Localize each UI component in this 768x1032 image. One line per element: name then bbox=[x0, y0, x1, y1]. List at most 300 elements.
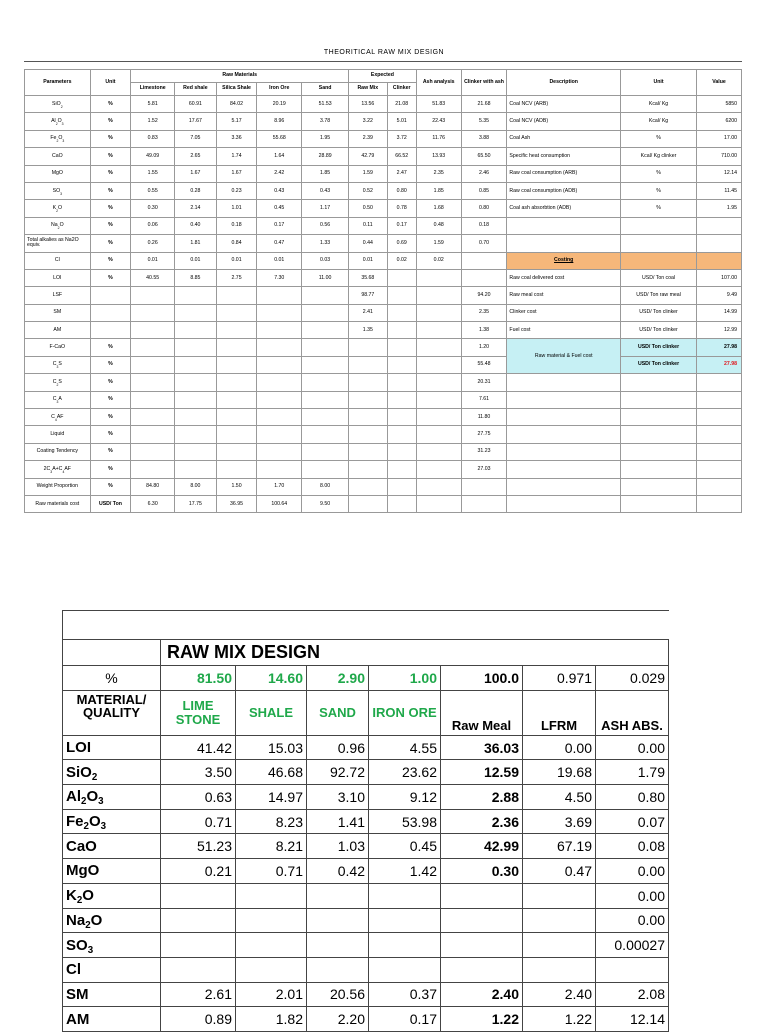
value-cell bbox=[441, 933, 523, 958]
value-cell bbox=[387, 304, 416, 321]
value-cell bbox=[349, 461, 388, 478]
value-cell: 0.84 bbox=[216, 235, 257, 252]
value-cell bbox=[302, 461, 349, 478]
description-cell: Raw material & Fuel cost bbox=[507, 339, 621, 374]
value-cell bbox=[216, 409, 257, 426]
header-limestone: Limestone bbox=[131, 83, 175, 96]
description-cell: Fuel cost bbox=[507, 322, 621, 339]
value-cell: 1.82 bbox=[236, 1007, 307, 1032]
value-cell: 92.72 bbox=[307, 760, 369, 785]
value-cell: 0.18 bbox=[461, 217, 507, 234]
value-cell: 8.00 bbox=[302, 478, 349, 495]
value-cell: 1.42 bbox=[369, 859, 441, 884]
value-cell: 65.50 bbox=[461, 148, 507, 165]
value-cell: 12.59 bbox=[441, 760, 523, 785]
value-cell: 0.50 bbox=[349, 200, 388, 217]
value-cell: 2.40 bbox=[441, 982, 523, 1007]
description-value bbox=[697, 426, 742, 443]
table-row bbox=[63, 760, 669, 785]
theoretical-table-container bbox=[24, 69, 742, 513]
value-cell bbox=[307, 908, 369, 933]
table-row bbox=[25, 217, 742, 234]
value-cell: 22.43 bbox=[416, 113, 461, 130]
description-value bbox=[697, 409, 742, 426]
value-cell: 3.10 bbox=[307, 785, 369, 810]
value-cell bbox=[216, 374, 257, 391]
value-cell: 51.23 bbox=[161, 834, 236, 859]
parameter-cell: Cl bbox=[25, 252, 91, 269]
value-cell: 27.75 bbox=[461, 426, 507, 443]
value-cell bbox=[257, 461, 302, 478]
unit-cell: % bbox=[90, 182, 131, 199]
parameter-cell: Liquid bbox=[25, 426, 91, 443]
parameter-cell: Cl bbox=[63, 957, 161, 982]
header-parameters: Parameters bbox=[25, 70, 91, 96]
header-clinker: Clinker bbox=[387, 83, 416, 96]
percent-label: % bbox=[63, 666, 161, 691]
value-cell: 2.35 bbox=[461, 304, 507, 321]
value-cell: 3.36 bbox=[216, 130, 257, 147]
value-cell bbox=[387, 339, 416, 356]
value-cell: 100.64 bbox=[257, 495, 302, 512]
description-value: 5850 bbox=[697, 96, 742, 113]
value-cell: 2.42 bbox=[257, 165, 302, 182]
value-cell bbox=[349, 426, 388, 443]
unit-cell: % bbox=[90, 426, 131, 443]
table-row bbox=[25, 165, 742, 182]
value-cell bbox=[216, 391, 257, 408]
description-cell bbox=[507, 374, 621, 391]
value-cell bbox=[416, 409, 461, 426]
table-row bbox=[25, 130, 742, 147]
header-clinker-with-ash: Clinker with ash bbox=[461, 70, 507, 96]
value-cell: 49.09 bbox=[131, 148, 175, 165]
value-cell: 0.26 bbox=[131, 235, 175, 252]
value-cell: 2.40 bbox=[523, 982, 596, 1007]
value-cell: 2.88 bbox=[441, 785, 523, 810]
value-cell bbox=[441, 883, 523, 908]
value-cell: 0.43 bbox=[257, 182, 302, 199]
description-value: 11.45 bbox=[697, 182, 742, 199]
value-cell bbox=[161, 908, 236, 933]
description-value: 1.95 bbox=[697, 200, 742, 217]
value-cell bbox=[216, 443, 257, 460]
value-cell bbox=[387, 391, 416, 408]
value-cell: 0.00027 bbox=[596, 933, 669, 958]
header-red-shale: Red shale bbox=[175, 83, 217, 96]
value-cell bbox=[416, 443, 461, 460]
value-cell bbox=[257, 409, 302, 426]
unit-cell: % bbox=[90, 374, 131, 391]
parameter-cell: F-CaO bbox=[25, 339, 91, 356]
table-row bbox=[25, 391, 742, 408]
value-cell: 1.35 bbox=[349, 322, 388, 339]
table-row bbox=[25, 148, 742, 165]
description-unit: USD/ Ton clinker bbox=[621, 322, 697, 339]
description-unit: USD/ Ton raw meal bbox=[621, 287, 697, 304]
value-cell: 27.03 bbox=[461, 461, 507, 478]
description-value: 27.98 bbox=[697, 356, 742, 373]
description-value bbox=[697, 443, 742, 460]
parameter-cell: $2C_3A+C_4AF$ bbox=[25, 461, 91, 478]
value-cell bbox=[596, 957, 669, 982]
description-unit: USD/ Ton clinker bbox=[621, 304, 697, 321]
value-cell bbox=[175, 322, 217, 339]
description-cell bbox=[507, 235, 621, 252]
table-row bbox=[25, 356, 742, 373]
value-cell: 0.45 bbox=[257, 200, 302, 217]
value-cell bbox=[349, 478, 388, 495]
value-cell bbox=[387, 495, 416, 512]
value-cell: 36.03 bbox=[441, 735, 523, 760]
value-cell: 0.01 bbox=[175, 252, 217, 269]
table-row bbox=[25, 409, 742, 426]
value-cell: 60.91 bbox=[175, 96, 217, 113]
table-row bbox=[63, 785, 669, 810]
table-row bbox=[25, 96, 742, 113]
value-cell bbox=[441, 908, 523, 933]
value-cell bbox=[175, 339, 217, 356]
value-cell bbox=[236, 933, 307, 958]
value-cell bbox=[257, 339, 302, 356]
description-cell bbox=[507, 461, 621, 478]
value-cell bbox=[131, 356, 175, 373]
value-cell bbox=[349, 339, 388, 356]
value-cell: 0.08 bbox=[596, 834, 669, 859]
value-cell: 0.30 bbox=[131, 200, 175, 217]
value-cell bbox=[307, 957, 369, 982]
value-cell: 55.48 bbox=[461, 356, 507, 373]
value-cell bbox=[416, 269, 461, 286]
table-row bbox=[25, 495, 742, 512]
unit-cell bbox=[90, 304, 131, 321]
value-cell: 7.61 bbox=[461, 391, 507, 408]
value-cell: 0.17 bbox=[387, 217, 416, 234]
costing-value bbox=[697, 252, 742, 269]
description-cell bbox=[507, 426, 621, 443]
value-cell bbox=[387, 322, 416, 339]
value-cell bbox=[523, 883, 596, 908]
value-cell: 12.14 bbox=[596, 1007, 669, 1032]
description-value: 14.99 bbox=[697, 304, 742, 321]
value-cell bbox=[302, 443, 349, 460]
parameter-cell: $K_2O$ bbox=[25, 200, 91, 217]
value-cell: 0.71 bbox=[161, 809, 236, 834]
table-row bbox=[25, 235, 742, 252]
value-cell bbox=[416, 374, 461, 391]
value-cell bbox=[461, 495, 507, 512]
header-iron-ore: Iron Ore bbox=[257, 83, 302, 96]
value-cell bbox=[161, 883, 236, 908]
value-cell: 2.75 bbox=[216, 269, 257, 286]
table-row bbox=[25, 304, 742, 321]
percent-value: 1.00 bbox=[369, 666, 441, 691]
value-cell bbox=[387, 269, 416, 286]
value-cell: 0.18 bbox=[216, 217, 257, 234]
table-row bbox=[25, 461, 742, 478]
table-row bbox=[63, 933, 669, 958]
value-cell: 42.99 bbox=[441, 834, 523, 859]
value-cell bbox=[236, 908, 307, 933]
value-cell bbox=[175, 409, 217, 426]
value-cell: 4.55 bbox=[369, 735, 441, 760]
value-cell: 7.05 bbox=[175, 130, 217, 147]
value-cell bbox=[349, 443, 388, 460]
value-cell: 84.80 bbox=[131, 478, 175, 495]
value-cell: 3.22 bbox=[349, 113, 388, 130]
table-row bbox=[25, 113, 742, 130]
description-unit: % bbox=[621, 165, 697, 182]
unit-cell: % bbox=[90, 391, 131, 408]
value-cell: 23.62 bbox=[369, 760, 441, 785]
description-cell bbox=[507, 409, 621, 426]
parameter-cell: CaO bbox=[25, 148, 91, 165]
value-cell: 0.40 bbox=[175, 217, 217, 234]
value-cell bbox=[131, 409, 175, 426]
parameter-cell: MgO bbox=[25, 165, 91, 182]
value-cell: 2.47 bbox=[387, 165, 416, 182]
description-unit bbox=[621, 409, 697, 426]
value-cell: 11.80 bbox=[461, 409, 507, 426]
value-cell: 1.59 bbox=[416, 235, 461, 252]
value-cell bbox=[236, 957, 307, 982]
value-cell bbox=[369, 883, 441, 908]
parameter-cell: Weight Proportion bbox=[25, 478, 91, 495]
value-cell: 3.88 bbox=[461, 130, 507, 147]
description-unit: USD/ Ton coal bbox=[621, 269, 697, 286]
value-cell: 3.78 bbox=[302, 113, 349, 130]
value-cell: 35.68 bbox=[349, 269, 388, 286]
parameter-cell: $SO_3$ bbox=[25, 182, 91, 199]
parameter-cell: $C_3S$ bbox=[25, 356, 91, 373]
description-unit bbox=[621, 217, 697, 234]
header-raw-mix: Raw Mix bbox=[349, 83, 388, 96]
value-cell bbox=[461, 252, 507, 269]
value-cell: 1.55 bbox=[131, 165, 175, 182]
header-expected: Expected bbox=[349, 70, 417, 83]
value-cell: 0.17 bbox=[369, 1007, 441, 1032]
value-cell: 19.68 bbox=[523, 760, 596, 785]
header-value: Value bbox=[697, 70, 742, 96]
unit-cell: % bbox=[90, 113, 131, 130]
value-cell bbox=[131, 374, 175, 391]
value-cell: 1.33 bbox=[302, 235, 349, 252]
value-cell: 1.68 bbox=[416, 200, 461, 217]
description-cell bbox=[507, 443, 621, 460]
value-cell bbox=[302, 391, 349, 408]
parameter-cell: $C_2S$ bbox=[25, 374, 91, 391]
value-cell: 2.14 bbox=[175, 200, 217, 217]
unit-cell: % bbox=[90, 130, 131, 147]
description-unit: % bbox=[621, 200, 697, 217]
table-row bbox=[25, 374, 742, 391]
parameter-cell: $Fe_2O_3$ bbox=[63, 809, 161, 834]
value-cell: 0.00 bbox=[596, 735, 669, 760]
value-cell bbox=[349, 409, 388, 426]
value-cell: 8.00 bbox=[175, 478, 217, 495]
unit-cell: % bbox=[90, 165, 131, 182]
value-cell: 1.67 bbox=[216, 165, 257, 182]
description-unit bbox=[621, 374, 697, 391]
value-cell: 0.42 bbox=[307, 859, 369, 884]
description-cell: Coal Ash bbox=[507, 130, 621, 147]
value-cell: 17.75 bbox=[175, 495, 217, 512]
value-cell bbox=[257, 304, 302, 321]
header-silica-shale: Silica Shale bbox=[216, 83, 257, 96]
value-cell: 0.21 bbox=[161, 859, 236, 884]
value-cell: 8.85 bbox=[175, 269, 217, 286]
unit-cell: % bbox=[90, 200, 131, 217]
value-cell: 1.81 bbox=[175, 235, 217, 252]
description-unit bbox=[621, 391, 697, 408]
value-cell: 36.95 bbox=[216, 495, 257, 512]
value-cell: 8.96 bbox=[257, 113, 302, 130]
header-unit-2: Unit bbox=[621, 70, 697, 96]
value-cell bbox=[175, 356, 217, 373]
value-cell bbox=[216, 287, 257, 304]
title-spacer bbox=[63, 640, 161, 666]
value-cell: 0.44 bbox=[349, 235, 388, 252]
value-cell: 0.69 bbox=[387, 235, 416, 252]
value-cell: 3.50 bbox=[161, 760, 236, 785]
value-cell: 1.52 bbox=[131, 113, 175, 130]
description-value bbox=[697, 235, 742, 252]
value-cell bbox=[387, 478, 416, 495]
description-cell: Raw coal delivered cost bbox=[507, 269, 621, 286]
value-cell: 0.83 bbox=[131, 130, 175, 147]
value-cell bbox=[257, 426, 302, 443]
description-value bbox=[697, 495, 742, 512]
value-cell bbox=[131, 426, 175, 443]
table-row bbox=[25, 478, 742, 495]
description-unit: Kcal/ Kg bbox=[621, 113, 697, 130]
value-cell: 5.35 bbox=[461, 113, 507, 130]
unit-cell: % bbox=[90, 252, 131, 269]
value-cell: 0.85 bbox=[461, 182, 507, 199]
value-cell: 1.70 bbox=[257, 478, 302, 495]
unit-cell: % bbox=[90, 356, 131, 373]
value-cell: 0.23 bbox=[216, 182, 257, 199]
value-cell: 1.59 bbox=[349, 165, 388, 182]
value-cell bbox=[416, 339, 461, 356]
description-unit: USD/ Ton clinker bbox=[621, 356, 697, 373]
percent-value: 14.60 bbox=[236, 666, 307, 691]
header-sand: SAND bbox=[307, 690, 369, 735]
value-cell bbox=[161, 957, 236, 982]
value-cell bbox=[387, 426, 416, 443]
header-iron-ore: IRON ORE bbox=[369, 690, 441, 735]
value-cell: 1.50 bbox=[216, 478, 257, 495]
value-cell: 51.83 bbox=[416, 96, 461, 113]
value-cell: 14.97 bbox=[236, 785, 307, 810]
description-cell: Coal NCV (ARB) bbox=[507, 96, 621, 113]
value-cell: 0.52 bbox=[349, 182, 388, 199]
value-cell: 0.07 bbox=[596, 809, 669, 834]
value-cell bbox=[216, 339, 257, 356]
header-ash-abs: ASH ABS. bbox=[596, 690, 669, 735]
parameter-cell: SM bbox=[25, 304, 91, 321]
description-value: 12.99 bbox=[697, 322, 742, 339]
value-cell bbox=[216, 461, 257, 478]
raw-mix-design-container bbox=[62, 610, 668, 1032]
value-cell: 0.03 bbox=[302, 252, 349, 269]
description-unit: % bbox=[621, 130, 697, 147]
value-cell bbox=[257, 322, 302, 339]
value-cell: 41.42 bbox=[161, 735, 236, 760]
value-cell bbox=[369, 957, 441, 982]
table-row bbox=[63, 982, 669, 1007]
raw-mix-design-title: RAW MIX DESIGN bbox=[161, 640, 669, 666]
value-cell: 84.02 bbox=[216, 96, 257, 113]
value-cell bbox=[416, 478, 461, 495]
table-row bbox=[25, 182, 742, 199]
unit-cell: % bbox=[90, 339, 131, 356]
value-cell bbox=[387, 356, 416, 373]
value-cell: 0.45 bbox=[369, 834, 441, 859]
value-cell: 28.89 bbox=[302, 148, 349, 165]
value-cell: 42.79 bbox=[349, 148, 388, 165]
value-cell bbox=[307, 883, 369, 908]
value-cell: 11.00 bbox=[302, 269, 349, 286]
value-cell bbox=[307, 933, 369, 958]
page-title: THEORITICAL RAW MIX DESIGN bbox=[323, 49, 445, 56]
value-cell bbox=[175, 287, 217, 304]
value-cell bbox=[302, 322, 349, 339]
table-row bbox=[25, 269, 742, 286]
value-cell: 8.23 bbox=[236, 809, 307, 834]
value-cell: 2.41 bbox=[349, 304, 388, 321]
description-value: 17.00 bbox=[697, 130, 742, 147]
parameter-cell: CaO bbox=[63, 834, 161, 859]
unit-cell: % bbox=[90, 96, 131, 113]
value-cell: 9.12 bbox=[369, 785, 441, 810]
title-divider bbox=[24, 61, 742, 62]
description-cell: Specific heat consumption bbox=[507, 148, 621, 165]
value-cell bbox=[216, 426, 257, 443]
value-cell: 0.43 bbox=[302, 182, 349, 199]
parameter-cell: SM bbox=[63, 982, 161, 1007]
value-cell bbox=[461, 269, 507, 286]
value-cell bbox=[416, 495, 461, 512]
value-cell bbox=[175, 426, 217, 443]
value-cell: 1.74 bbox=[216, 148, 257, 165]
header-lime-stone: LIME STONE bbox=[161, 690, 236, 735]
description-unit bbox=[621, 235, 697, 252]
value-cell bbox=[416, 304, 461, 321]
description-value: 107.00 bbox=[697, 269, 742, 286]
description-unit: % bbox=[621, 182, 697, 199]
value-cell: 5.81 bbox=[131, 96, 175, 113]
value-cell bbox=[175, 374, 217, 391]
description-unit: Kcal/ Kg clinker bbox=[621, 148, 697, 165]
value-cell: 3.72 bbox=[387, 130, 416, 147]
percent-value: 2.90 bbox=[307, 666, 369, 691]
description-value bbox=[697, 478, 742, 495]
costing-unit bbox=[621, 252, 697, 269]
description-cell: Raw coal consumption (ADB) bbox=[507, 182, 621, 199]
value-cell: 2.46 bbox=[461, 165, 507, 182]
value-cell bbox=[416, 426, 461, 443]
parameter-cell: LOI bbox=[25, 269, 91, 286]
value-cell: 0.47 bbox=[257, 235, 302, 252]
value-cell: 13.56 bbox=[349, 96, 388, 113]
value-cell: 94.20 bbox=[461, 287, 507, 304]
description-cell: Raw coal consumption (ARB) bbox=[507, 165, 621, 182]
value-cell: 1.41 bbox=[307, 809, 369, 834]
description-value: 27.98 bbox=[697, 339, 742, 356]
value-cell: 21.68 bbox=[461, 96, 507, 113]
value-cell: 1.85 bbox=[416, 182, 461, 199]
